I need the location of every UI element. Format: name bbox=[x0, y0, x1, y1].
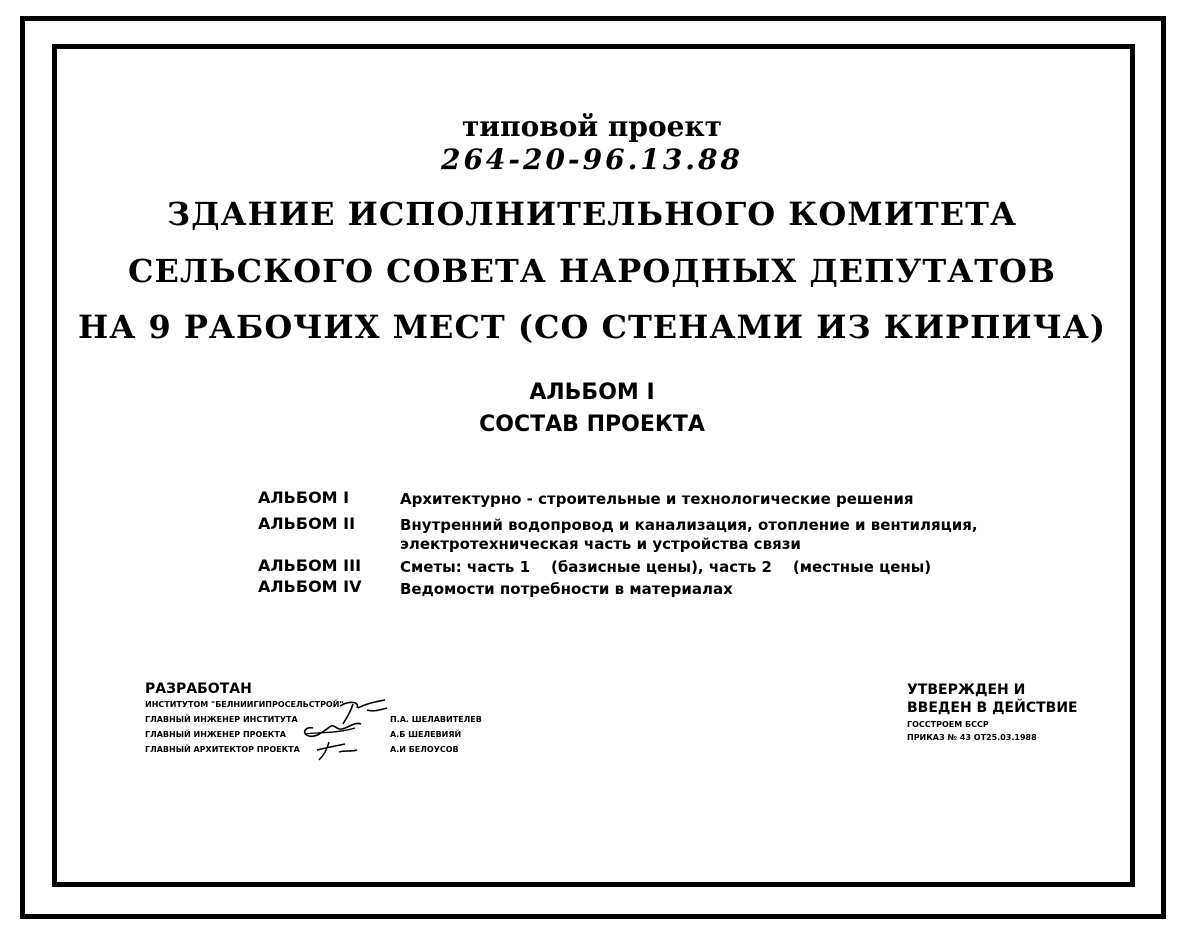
title-line-3: НА 9 РАБОЧИХ МЕСТ (СО СТЕНАМИ ИЗ КИРПИЧА) bbox=[78, 308, 1106, 346]
approval-line-1: УТВЕРЖДЕН И bbox=[907, 682, 1026, 698]
approval-line-2: ВВЕДЕН В ДЕЙСТВИЕ bbox=[907, 700, 1078, 716]
developer-institute: ИНСТИТУТОМ "БЕЛНИИГИПРОСЕЛЬСТРОЙ" bbox=[145, 700, 344, 709]
developer-role-2: ГЛАВНЫЙ ИНЖЕНЕР ПРОЕКТА bbox=[145, 730, 286, 739]
approval-authority: ГОССТРОЕМ БССР bbox=[907, 720, 989, 729]
album-desc-3: Сметы: часть 1 (базисные цены), часть 2 (местные цены) bbox=[400, 558, 932, 576]
developer-role-1: ГЛАВНЫЙ ИНЖЕНЕР ИНСТИТУТА bbox=[145, 715, 298, 724]
developer-name-3: А.И БЕЛОУСОВ bbox=[390, 745, 459, 754]
album-label-4: АЛЬБОМ IV bbox=[258, 577, 362, 596]
title-line-2: СЕЛЬСКОГО СОВЕТА НАРОДНЫХ ДЕПУТАТОВ bbox=[128, 252, 1056, 290]
album-label-2: АЛЬБОМ II bbox=[258, 514, 356, 533]
album-desc-1: Архитектурно - строительные и технологические решения bbox=[400, 490, 914, 508]
album-desc-4: Ведомости потребности в материалах bbox=[400, 580, 733, 598]
title-line-1: ЗДАНИЕ ИСПОЛНИТЕЛЬНОГО КОМИТЕТА bbox=[167, 195, 1017, 233]
album-label-3: АЛЬБОМ III bbox=[258, 556, 362, 575]
album-desc-2: Внутренний водопровод и канализация, отопление и вентиляция, bbox=[400, 516, 978, 534]
project-type-label: типовой проект bbox=[461, 110, 723, 143]
album-label-1: АЛЬБОМ I bbox=[258, 488, 350, 507]
album-heading: АЛЬБОМ I bbox=[529, 380, 655, 405]
developer-name-1: П.А. ШЕЛАВИТЕЛЕВ bbox=[390, 715, 482, 724]
developer-name-2: А.Б ШЕЛЕВИЯЙ bbox=[390, 730, 462, 739]
project-number: 264-20-96.13.88 bbox=[440, 143, 744, 176]
developer-title: РАЗРАБОТАН bbox=[145, 681, 252, 697]
signatures-image bbox=[295, 698, 390, 768]
approval-order: ПРИКАЗ № 43 ОТ25.03.1988 bbox=[907, 733, 1037, 742]
album-desc-2b: электротехническая часть и устройства связи bbox=[400, 535, 801, 553]
contents-heading: СОСТАВ ПРОЕКТА bbox=[479, 412, 705, 437]
developer-role-3: ГЛАВНЫЙ АРХИТЕКТОР ПРОЕКТА bbox=[145, 745, 300, 754]
